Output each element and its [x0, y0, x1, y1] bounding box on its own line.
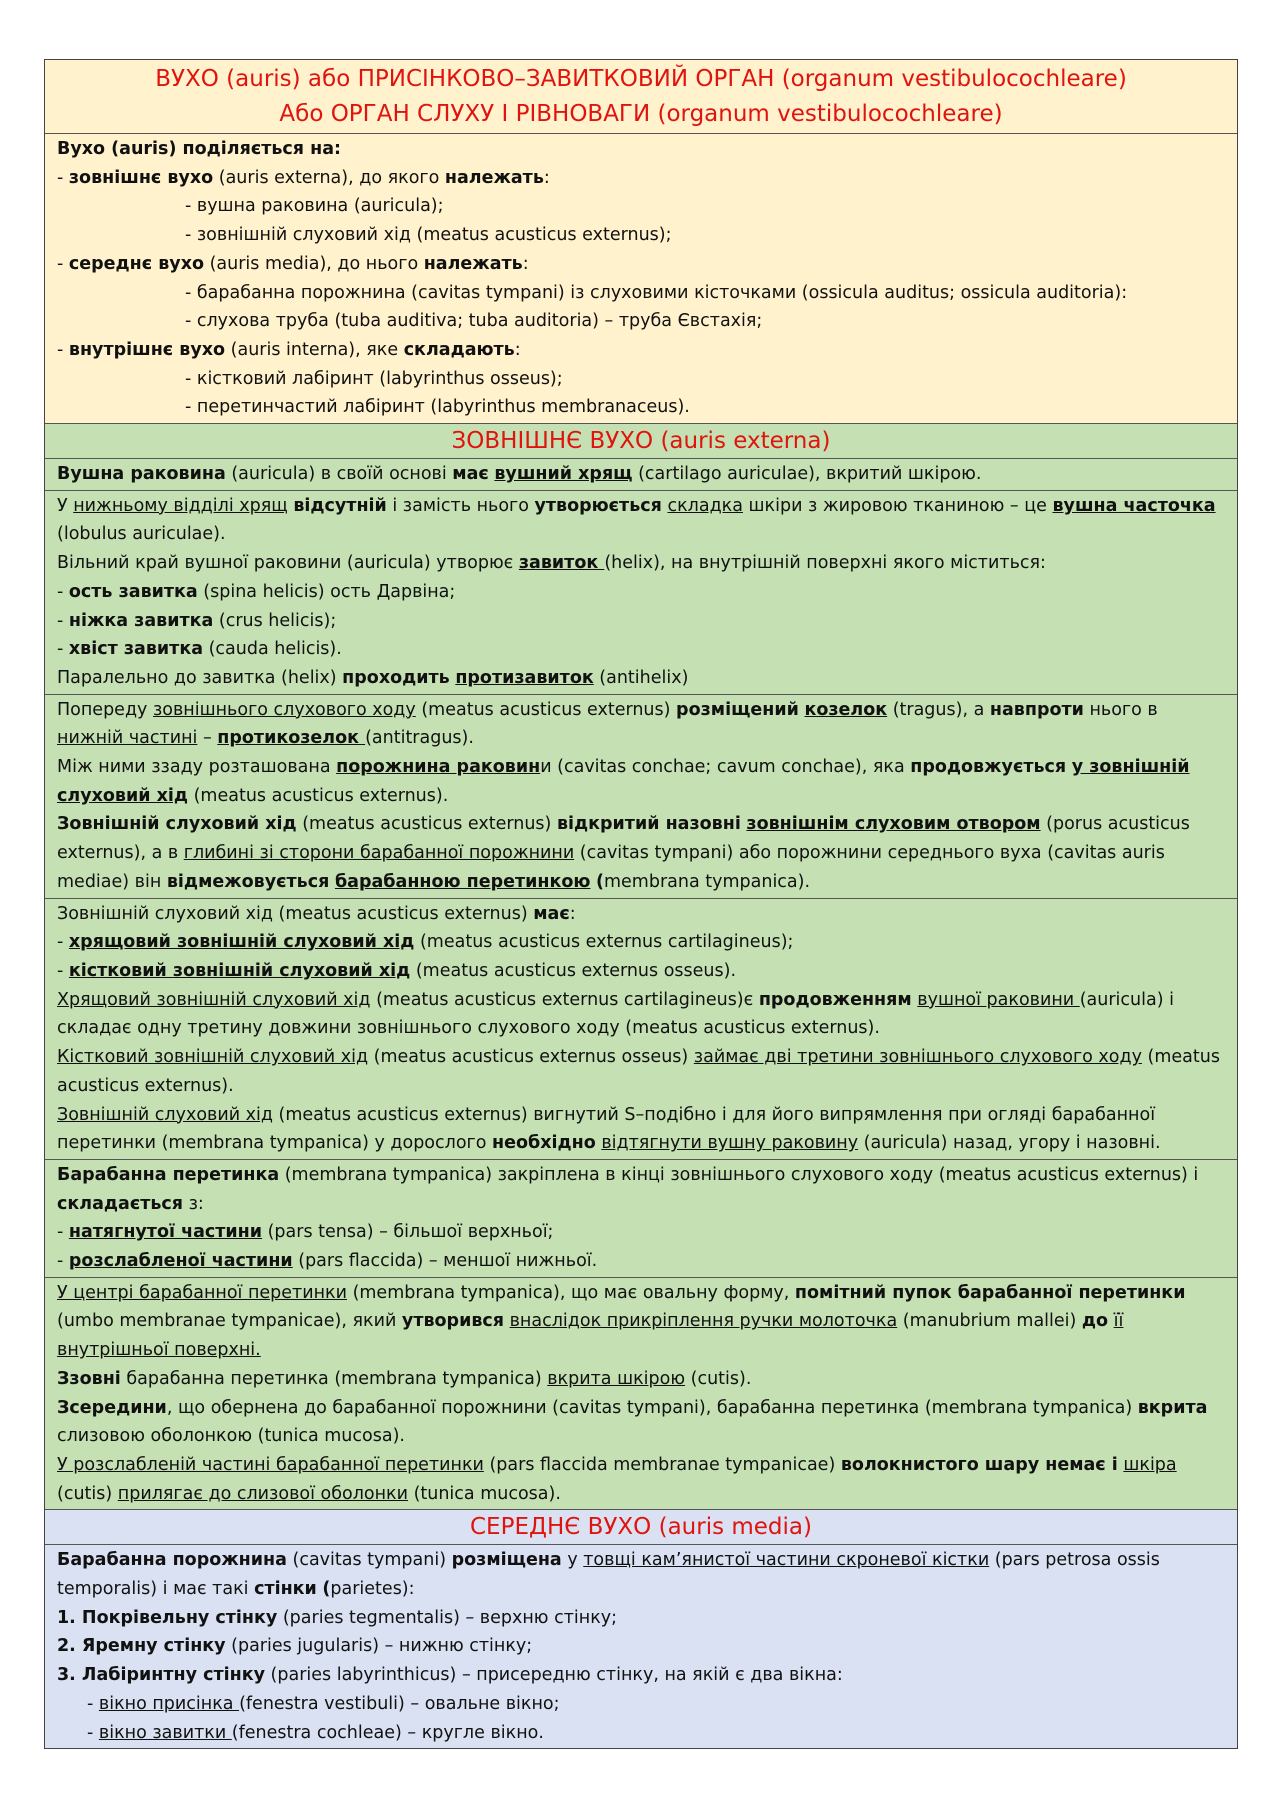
text-run: - — [57, 610, 69, 631]
text-run: (antihelix) — [593, 667, 689, 688]
paragraph — [57, 1394, 1225, 1451]
text-run: до — [1081, 1311, 1109, 1332]
text-run: розслабленої частини — [68, 1251, 293, 1272]
paragraph — [57, 635, 1225, 664]
text-run: (fenestra cochleae) – кругле вікно. — [231, 1722, 544, 1743]
text-run: - — [57, 1251, 69, 1272]
text-run: Вільний край вушної раковини (auricula) утворює — [57, 553, 519, 574]
text-run: її внутрішньої поверхні. — [57, 1311, 1124, 1361]
paragraph — [57, 957, 1225, 986]
text-run: (pars tensa) – більшої верхньої; — [262, 1222, 554, 1243]
text-run: : — [569, 903, 576, 924]
paragraph — [57, 664, 1225, 693]
text-run: Між ними ззаду розташована — [57, 757, 337, 778]
text-run: і замість нього — [386, 495, 535, 516]
text-run: - — [57, 581, 69, 602]
text-run: вушної раковини — [917, 989, 1080, 1010]
text-run: стінки — [254, 1579, 317, 1600]
text-run: нижньому відділі хрящ — [73, 495, 288, 516]
paragraph — [57, 900, 1225, 929]
paragraph — [57, 1247, 1225, 1276]
text-run: у зовнішній слуховий хід — [57, 757, 1190, 806]
text-run: Кістковий зовнішній слуховий хід — [57, 1047, 369, 1068]
text-run: шкіра — [1123, 1454, 1177, 1475]
intro-line — [57, 192, 1225, 221]
text-run: - — [87, 1722, 99, 1743]
text-run: Вухо (auris) поділяється на: — [57, 139, 342, 159]
paragraph — [57, 1365, 1225, 1394]
text-run: (antitragus). — [365, 728, 474, 749]
text-run: вікно присінка — [98, 1693, 240, 1714]
paragraph — [57, 460, 1225, 489]
paragraph — [57, 1101, 1225, 1158]
paragraph — [57, 696, 1225, 753]
text-run: зовнішнім слуховим отвором — [746, 814, 1041, 835]
paragraph — [57, 1690, 1225, 1719]
paragraph — [57, 1719, 1225, 1748]
paragraph — [57, 492, 1225, 549]
text-run: зовнішнє вухо — [68, 167, 214, 188]
text-run: : — [543, 167, 550, 188]
text-run: Барабанна порожнина — [57, 1550, 287, 1571]
text-run: Попереду — [57, 699, 153, 720]
text-run: Зсередини — [57, 1397, 167, 1418]
intro-line — [57, 135, 1225, 164]
tympanic-membrane-block — [45, 1159, 1237, 1277]
text-run: (auricula) в своїй основі — [225, 464, 453, 485]
text-run: - — [57, 167, 69, 188]
text-run: membrana tympanica). — [603, 871, 811, 892]
meatus-block — [45, 898, 1237, 1159]
text-run: (fenestra vestibuli) – овальне вікно; — [239, 1693, 560, 1714]
text-run: нижній частині — [57, 728, 198, 749]
text-run: відмежовується — [166, 871, 330, 892]
text-run: має — [533, 903, 570, 924]
text-run: натягнутої частини — [68, 1222, 263, 1243]
text-run: - — [57, 1222, 69, 1243]
text-run: (tunica mucosa). — [408, 1483, 561, 1504]
paragraph — [57, 607, 1225, 636]
title-line-2: Або ОРГАН СЛУХУ І РІВНОВАГИ (organum vestibulocochleare) — [279, 101, 1003, 127]
text-run: (meatus acusticus externus) вигнутий S–подібно і для його випрямлення при огляді барабанної перетинки (membrana tympanica) у дорослого — [57, 1104, 1156, 1154]
text-run: необхідно — [492, 1133, 596, 1154]
intro-line — [57, 279, 1225, 308]
text-run: волокнистого шару немає і — [840, 1454, 1118, 1475]
text-run: (paries tegmentalis) – верхню стінку; — [277, 1607, 618, 1628]
text-run: - слухова труба (tuba auditiva; tuba auditoria) – труба Євстахія; — [185, 311, 763, 332]
text-run: вкрита — [1137, 1397, 1208, 1418]
text-run: (membrana tympanica), що має овальну форму, — [347, 1282, 795, 1303]
text-run: - — [57, 639, 69, 660]
text-run: барабанною перетинкою — [334, 871, 591, 892]
text-run: утворився — [401, 1311, 505, 1332]
auricle-block — [45, 458, 1237, 490]
paragraph — [57, 1043, 1225, 1100]
text-run: ость завитка — [68, 581, 198, 602]
text-run: (cavitas tympani) або порожнини середнього вуха (cavitas auris mediae) він — [57, 843, 1165, 892]
text-run: (umbo membranae tympanicae), який — [57, 1311, 402, 1332]
text-run: внутрішнє вухо — [68, 339, 226, 360]
paragraph — [57, 1546, 1225, 1603]
text-run: (crus helicis); — [213, 610, 337, 631]
intro-line — [57, 164, 1225, 193]
text-run: , що обернена до барабанної порожнини (cavitas tympani), барабанна перетинка (membrana tympanica) — [166, 1397, 1138, 1418]
intro-line — [57, 307, 1225, 336]
text-run: (meatus acusticus externus) — [415, 699, 677, 720]
text-run: у — [561, 1550, 584, 1571]
text-run: протизавиток — [455, 667, 594, 688]
text-run: (cauda helicis). — [203, 639, 342, 660]
text-run: (manubrium mallei) — [897, 1311, 1082, 1332]
text-run: товщі кам’янистої частини скроневої кістки — [583, 1550, 990, 1571]
text-run: Паралельно до завитка (helix) — [57, 667, 343, 688]
text-run: Зовнішній слуховий хід — [57, 1104, 273, 1125]
text-run: (auris interna), яке — [225, 339, 404, 360]
text-run: утворюється — [534, 495, 662, 516]
text-run: вікно завитки — [98, 1722, 232, 1743]
paragraph — [57, 928, 1225, 957]
text-run: з: — [183, 1193, 204, 1214]
text-run: відсутній — [293, 495, 387, 516]
text-run: У розслабленій частині барабанної перетинки — [57, 1454, 484, 1475]
text-run: (paries jugularis) – нижню стінку; — [225, 1636, 533, 1657]
text-run: хвіст завитка — [68, 639, 204, 660]
text-run: (meatus acusticus externus cartilagineus)є — [370, 989, 759, 1010]
text-run: (meatus acusticus externus) — [296, 814, 557, 835]
section-header-external: ЗОВНІШНЄ ВУХО (auris externa) — [45, 423, 1237, 458]
text-run: розміщена — [451, 1550, 562, 1571]
text-run: (tragus), а — [887, 699, 990, 720]
text-run: 2. Яремну стінку — [57, 1636, 226, 1657]
paragraph — [57, 1661, 1225, 1690]
text-run: (auris externa), до якого — [213, 167, 445, 188]
title-row — [45, 60, 1237, 133]
text-run: Барабанна перетинка — [57, 1164, 280, 1185]
paragraph — [57, 986, 1225, 1043]
text-run: проходить — [342, 667, 450, 688]
text-run: (meatus acusticus externus osseus). — [410, 960, 737, 981]
text-run: хрящовий зовнішній слуховий хід — [68, 932, 415, 953]
text-run: Хрящовий зовнішній слуховий хід — [57, 989, 371, 1010]
text-run: (meatus acusticus externus cartilagineus); — [414, 932, 794, 953]
text-run: відтягнути вушну раковину — [601, 1133, 859, 1154]
text-run: навпроти — [989, 699, 1084, 720]
text-run: Зовнішній слуховий хід — [57, 814, 297, 835]
paragraph — [57, 1161, 1225, 1218]
text-run: складка — [667, 495, 743, 516]
text-run: : — [522, 253, 529, 274]
intro-line — [57, 336, 1225, 365]
text-run: протикозелок — [217, 728, 366, 749]
intro-line — [57, 365, 1225, 394]
paragraph — [57, 810, 1225, 896]
text-run: Вушна раковина — [57, 464, 226, 485]
text-run: глибині зі сторони барабанної порожнини — [183, 843, 575, 864]
document-table — [44, 59, 1238, 1749]
text-run: ніжка завитка — [68, 610, 214, 631]
text-run: продовжується — [910, 757, 1067, 778]
text-run: барабанна перетинка (membrana tympanica) — [120, 1368, 548, 1389]
paragraph — [57, 1279, 1225, 1365]
text-run: Зовнішній слуховий хід (meatus acusticus externus) — [57, 903, 534, 924]
text-run: відкритий назовні — [556, 814, 741, 835]
text-run: складають — [403, 339, 515, 360]
text-run: слизовою оболонкою (tunica mucosa). — [57, 1426, 405, 1447]
text-run: (helix), на внутрішній поверхні якого міститься: — [604, 553, 1046, 574]
text-run: порожнина раковин — [336, 757, 541, 778]
text-run: (meatus acusticus externus osseus) — [368, 1047, 694, 1068]
text-run: (cartilago auriculae), вкритий шкірою. — [632, 464, 982, 485]
text-run: (cutis) — [57, 1483, 118, 1504]
text-run: прилягає до слизової оболонки — [117, 1483, 408, 1504]
text-run: вушний хрящ — [494, 464, 633, 485]
text-run: Ззовні — [57, 1368, 121, 1389]
intro-line — [57, 250, 1225, 279]
text-run: 3. Лабіринтну стінку — [57, 1665, 265, 1686]
tragus-block — [45, 694, 1237, 898]
text-run: (paries labyrinthicus) – присередню стінку, на якій є два вікна: — [264, 1665, 843, 1686]
text-run: – — [197, 728, 218, 749]
intro-block — [45, 133, 1237, 423]
text-run: має — [452, 464, 489, 485]
text-run: складається — [57, 1193, 184, 1214]
text-run: У — [57, 495, 74, 516]
text-run: помітний пупок барабанної перетинки — [794, 1282, 1186, 1303]
text-run: (lobulus auriculae). — [57, 524, 226, 545]
text-run: - кістковий лабіринт (labyrinthus osseus); — [185, 368, 563, 389]
text-run: шкіри з жировою тканиною – це — [742, 495, 1053, 516]
text-run: - — [57, 932, 69, 953]
text-run: - — [57, 960, 69, 981]
text-run: 1. Покрівельну стінку — [57, 1607, 278, 1628]
text-run: ( — [322, 1579, 331, 1600]
text-run: parietes): — [330, 1579, 415, 1600]
text-run: розміщений — [676, 699, 799, 720]
text-run: (pars flaccida) – меншої нижньої. — [292, 1251, 598, 1272]
paragraph — [57, 1451, 1225, 1508]
text-run: - перетинчастий лабіринт (labyrinthus membranaceus). — [185, 397, 690, 418]
intro-line — [57, 393, 1225, 422]
text-run: - вушна раковина (auricula); — [185, 196, 444, 217]
section-header-middle: СЕРЕДНЄ ВУХО (auris media) — [45, 1509, 1237, 1544]
text-run: (meatus acusticus externus). — [57, 1047, 1220, 1096]
text-run: ( — [595, 871, 604, 892]
text-run: - — [57, 339, 69, 360]
text-run: (spina helicis) ость Дарвіна; — [197, 581, 456, 602]
paragraph — [57, 753, 1225, 810]
text-run: вушна часточка — [1052, 495, 1216, 516]
paragraph — [57, 1604, 1225, 1633]
text-run: (cavitas tympani) — [286, 1550, 452, 1571]
paragraph — [57, 549, 1225, 578]
text-run: У центрі барабанної перетинки — [57, 1282, 347, 1303]
text-run: (pars petrosa ossis temporalis) і має такі — [57, 1550, 1160, 1600]
text-run: (meatus acusticus externus). — [188, 785, 449, 806]
paragraph — [57, 578, 1225, 607]
text-run: кістковий зовнішній слуховий хід — [68, 960, 411, 981]
paragraph — [57, 1632, 1225, 1661]
text-run: - — [57, 253, 69, 274]
text-run: - зовнішній слуховий хід (meatus acusticus externus); — [185, 225, 672, 246]
text-run: завиток — [518, 553, 605, 574]
text-run: внаслідок прикріплення ручки молоточка — [509, 1311, 898, 1332]
intro-line — [57, 221, 1225, 250]
tympanic-cavity-block — [45, 1544, 1237, 1748]
text-run: (pars flaccida membranae tympanicae) — [483, 1454, 841, 1475]
text-run: нього в — [1083, 699, 1158, 720]
text-run: и (cavitas conchae; cavum conchae), яка — [540, 757, 911, 778]
text-run: (cutis). — [685, 1368, 752, 1389]
umbo-block — [45, 1277, 1237, 1510]
text-run: займає дві третини зовнішнього слухового ходу — [693, 1047, 1142, 1068]
text-run: належать — [444, 167, 544, 188]
text-run: (auricula) назад, угору і назовні. — [858, 1133, 1161, 1154]
text-run: (auris media), до нього — [204, 253, 424, 274]
paragraph — [57, 1218, 1225, 1247]
helix-block — [45, 490, 1237, 694]
text-run: (membrana tympanica) закріплена в кінці зовнішнього слухового ходу (meatus acusticus externus) і — [279, 1164, 1199, 1185]
text-run: належать — [423, 253, 523, 274]
text-run: - барабанна порожнина (cavitas tympani) із слуховими кісточками (ossicula auditus; ossicula auditoria): — [185, 282, 1128, 303]
text-run: (auricula) і складає одну третину довжини зовнішнього слухового ходу (meatus acusticus externus). — [57, 989, 1174, 1039]
text-run: - — [87, 1693, 99, 1714]
text-run: вкрита шкірою — [547, 1368, 686, 1389]
text-run: зовнішнього слухового ходу — [152, 699, 416, 720]
text-run: : — [514, 339, 521, 360]
text-run: продовженням — [758, 989, 912, 1010]
text-run: середнє вухо — [68, 253, 205, 274]
title-line-1: ВУХО (auris) або ПРИСІНКОВО–ЗАВИТКОВИЙ ОРГАН (organum vestibulocochleare) — [155, 66, 1127, 92]
text-run: (porus acusticus externus), а в — [57, 814, 1190, 864]
text-run: козелок — [804, 699, 888, 720]
